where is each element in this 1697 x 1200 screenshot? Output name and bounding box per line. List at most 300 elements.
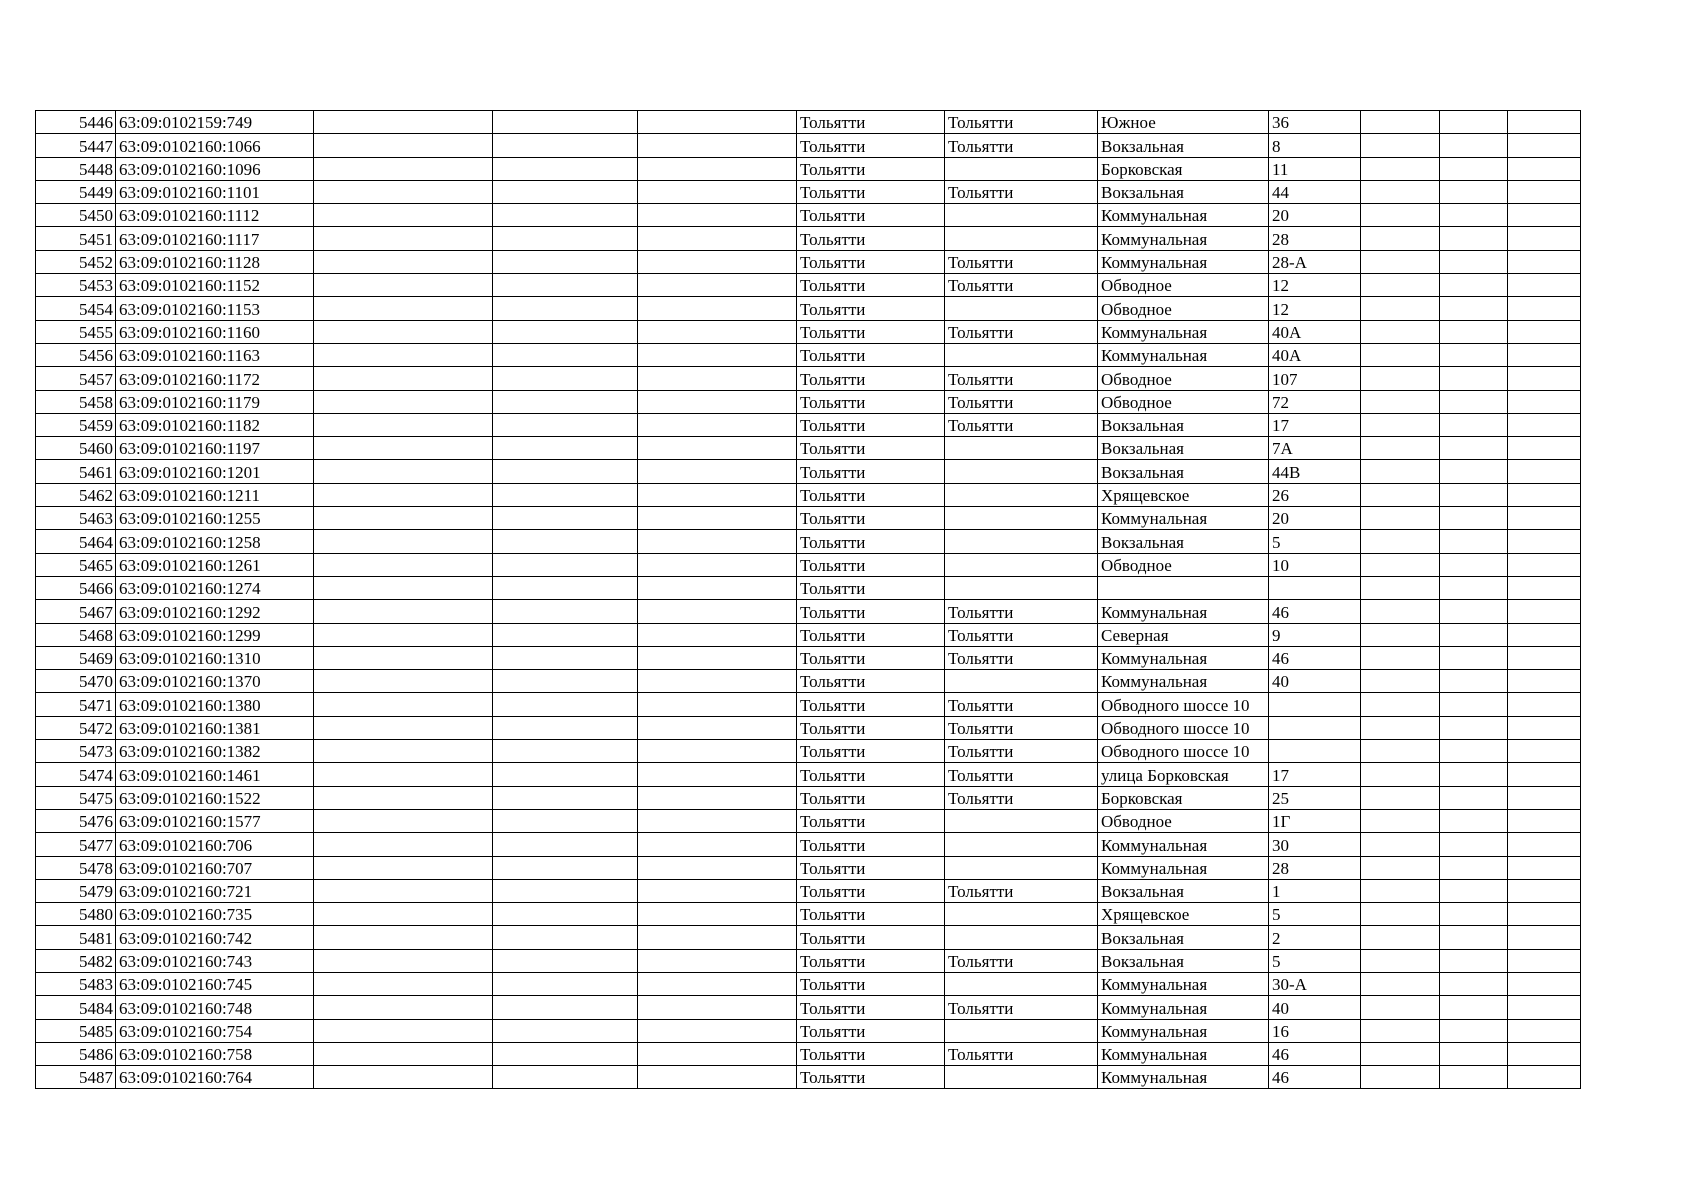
table-cell [1440, 553, 1508, 576]
table-cell [314, 763, 493, 786]
table-cell [314, 204, 493, 227]
table-cell [1098, 576, 1269, 599]
table-cell [638, 1066, 797, 1089]
table-cell: Коммунальная [1098, 1019, 1269, 1042]
table-row [36, 180, 1581, 203]
table-cell: Обводное [1098, 367, 1269, 390]
table-cell: Тольятти [797, 343, 945, 366]
table-cell: 5454 [36, 297, 116, 320]
table-cell [314, 437, 493, 460]
table-cell [1440, 670, 1508, 693]
table-cell [314, 646, 493, 669]
table-cell [314, 553, 493, 576]
table-cell [493, 483, 638, 506]
table-row [36, 670, 1581, 693]
table-cell: Тольятти [797, 600, 945, 623]
table-cell [638, 903, 797, 926]
table-row [36, 204, 1581, 227]
table-cell [314, 716, 493, 739]
table-cell: Южное [1098, 111, 1269, 134]
table-cell [945, 670, 1098, 693]
table-cell: 5470 [36, 670, 116, 693]
table-cell [1440, 879, 1508, 902]
table-cell [314, 460, 493, 483]
table-cell: 25 [1269, 786, 1361, 809]
table-cell [1508, 600, 1581, 623]
table-cell: 63:09:0102160:1201 [116, 460, 314, 483]
table-cell [1361, 297, 1440, 320]
table-cell [638, 786, 797, 809]
table-cell: 5479 [36, 879, 116, 902]
table-cell [945, 157, 1098, 180]
table-cell [1440, 157, 1508, 180]
table-cell [1440, 949, 1508, 972]
table-cell [1361, 693, 1440, 716]
table-cell [1361, 343, 1440, 366]
table-cell: Коммунальная [1098, 1066, 1269, 1089]
table-cell: Обводное [1098, 297, 1269, 320]
table-cell [638, 600, 797, 623]
data-table [35, 110, 1581, 1089]
table-cell [1361, 180, 1440, 203]
table-cell: Обводного шоссе 10 [1098, 716, 1269, 739]
table-cell: Обводного шоссе 10 [1098, 740, 1269, 763]
table-cell: 10 [1269, 553, 1361, 576]
table-cell [1269, 740, 1361, 763]
table-cell [1440, 740, 1508, 763]
table-row [36, 297, 1581, 320]
table-cell: 63:09:0102160:1182 [116, 413, 314, 436]
table-cell [1508, 670, 1581, 693]
table-cell: 5473 [36, 740, 116, 763]
table-cell: Тольятти [797, 204, 945, 227]
table-cell [638, 320, 797, 343]
table-cell: Коммунальная [1098, 670, 1269, 693]
table-cell [945, 437, 1098, 460]
table-cell [638, 390, 797, 413]
table-row [36, 786, 1581, 809]
table-cell [1508, 413, 1581, 436]
table-cell: 63:09:0102160:1096 [116, 157, 314, 180]
table-cell [1508, 530, 1581, 553]
table-row [36, 903, 1581, 926]
table-cell: Тольятти [945, 949, 1098, 972]
table-cell: Тольятти [797, 530, 945, 553]
table-cell [493, 1066, 638, 1089]
table-cell [1361, 1066, 1440, 1089]
table-cell: 5476 [36, 809, 116, 832]
table-cell [493, 786, 638, 809]
table-cell [638, 972, 797, 995]
table-cell [1508, 833, 1581, 856]
table-cell: 63:09:0102160:735 [116, 903, 314, 926]
table-cell: 63:09:0102160:1382 [116, 740, 314, 763]
table-cell [1508, 111, 1581, 134]
table-cell: 5478 [36, 856, 116, 879]
table-cell [1508, 250, 1581, 273]
table-cell: 63:09:0102160:1380 [116, 693, 314, 716]
table-row [36, 1066, 1581, 1089]
table-row [36, 250, 1581, 273]
table-row [36, 879, 1581, 902]
table-cell [1440, 809, 1508, 832]
table-cell [945, 343, 1098, 366]
table-cell [314, 949, 493, 972]
table-cell: Коммунальная [1098, 320, 1269, 343]
table-cell: 72 [1269, 390, 1361, 413]
table-cell [638, 483, 797, 506]
table-cell [493, 740, 638, 763]
table-cell [314, 367, 493, 390]
table-cell: 28-А [1269, 250, 1361, 273]
table-cell: 5447 [36, 134, 116, 157]
table-cell: Тольятти [797, 274, 945, 297]
table-cell: Тольятти [945, 274, 1098, 297]
table-cell [1361, 670, 1440, 693]
table-cell [314, 134, 493, 157]
table-cell [945, 833, 1098, 856]
table-cell [493, 646, 638, 669]
table-cell [314, 227, 493, 250]
table-cell [1361, 390, 1440, 413]
table-cell: Коммунальная [1098, 646, 1269, 669]
table-cell [314, 856, 493, 879]
table-cell: Коммунальная [1098, 1042, 1269, 1065]
table-cell: 63:09:0102160:1292 [116, 600, 314, 623]
table-cell: Тольятти [945, 693, 1098, 716]
table-cell: Тольятти [945, 180, 1098, 203]
table-cell [1440, 413, 1508, 436]
table-cell [493, 437, 638, 460]
table-cell [493, 507, 638, 530]
table-cell [1440, 693, 1508, 716]
table-cell [1440, 833, 1508, 856]
table-cell: 5451 [36, 227, 116, 250]
table-cell: 63:09:0102160:1255 [116, 507, 314, 530]
table-cell [1361, 809, 1440, 832]
table-cell: 5472 [36, 716, 116, 739]
table-cell [638, 460, 797, 483]
table-cell: Тольятти [797, 833, 945, 856]
table-cell: Коммунальная [1098, 996, 1269, 1019]
table-cell: 5450 [36, 204, 116, 227]
table-cell [638, 227, 797, 250]
table-cell: Тольятти [797, 227, 945, 250]
table-cell [1508, 972, 1581, 995]
table-cell: 63:09:0102160:743 [116, 949, 314, 972]
table-row [36, 856, 1581, 879]
table-cell [1361, 274, 1440, 297]
table-cell [314, 576, 493, 599]
table-cell [493, 367, 638, 390]
table-cell: 63:09:0102160:1163 [116, 343, 314, 366]
table-cell: 12 [1269, 274, 1361, 297]
table-cell [945, 856, 1098, 879]
table-cell [1440, 460, 1508, 483]
table-cell [1508, 134, 1581, 157]
table-cell: 5467 [36, 600, 116, 623]
table-cell [314, 740, 493, 763]
table-cell [493, 274, 638, 297]
table-cell: Тольятти [797, 996, 945, 1019]
table-cell: Тольятти [797, 157, 945, 180]
table-cell [1361, 646, 1440, 669]
table-cell [314, 786, 493, 809]
table-cell [1361, 134, 1440, 157]
table-cell: Борковская [1098, 786, 1269, 809]
table-row [36, 227, 1581, 250]
table-cell [1440, 646, 1508, 669]
table-cell: Тольятти [797, 507, 945, 530]
table-row [36, 507, 1581, 530]
table-cell [314, 693, 493, 716]
table-cell [1508, 693, 1581, 716]
table-cell: Тольятти [945, 390, 1098, 413]
table-cell: 63:09:0102160:1577 [116, 809, 314, 832]
table-cell: 44 [1269, 180, 1361, 203]
table-cell: Тольятти [797, 390, 945, 413]
table-row [36, 996, 1581, 1019]
table-cell: 5481 [36, 926, 116, 949]
table-cell: Тольятти [797, 460, 945, 483]
table-cell: Борковская [1098, 157, 1269, 180]
table-cell [1440, 530, 1508, 553]
table-row [36, 833, 1581, 856]
table-cell [493, 809, 638, 832]
table-cell: Тольятти [797, 926, 945, 949]
table-cell: 63:09:0102160:758 [116, 1042, 314, 1065]
table-cell [493, 926, 638, 949]
table-cell [1440, 134, 1508, 157]
table-cell: 63:09:0102159:749 [116, 111, 314, 134]
table-cell [945, 809, 1098, 832]
table-cell: Тольятти [797, 134, 945, 157]
table-cell [1361, 250, 1440, 273]
table-row [36, 483, 1581, 506]
table-cell [314, 180, 493, 203]
table-cell [638, 553, 797, 576]
table-cell [945, 204, 1098, 227]
table-cell [1508, 623, 1581, 646]
table-cell [1440, 507, 1508, 530]
table-cell [1508, 390, 1581, 413]
table-cell [1440, 1019, 1508, 1042]
table-cell [945, 460, 1098, 483]
table-cell: Тольятти [797, 879, 945, 902]
table-cell: 63:09:0102160:1112 [116, 204, 314, 227]
table-cell: Тольятти [945, 320, 1098, 343]
table-cell: 5461 [36, 460, 116, 483]
table-row [36, 530, 1581, 553]
table-cell [1269, 716, 1361, 739]
table-cell: Тольятти [797, 716, 945, 739]
table-cell [493, 600, 638, 623]
table-cell: 5 [1269, 903, 1361, 926]
table-cell: 40А [1269, 320, 1361, 343]
table-cell: Коммунальная [1098, 856, 1269, 879]
table-cell [314, 483, 493, 506]
table-row [36, 274, 1581, 297]
table-cell: 63:09:0102160:754 [116, 1019, 314, 1042]
table-cell [1508, 204, 1581, 227]
table-cell [1508, 763, 1581, 786]
table-cell [1440, 390, 1508, 413]
table-cell [1440, 600, 1508, 623]
table-cell: 16 [1269, 1019, 1361, 1042]
table-cell [493, 250, 638, 273]
table-cell: Тольятти [945, 134, 1098, 157]
table-cell: Тольятти [945, 996, 1098, 1019]
table-cell [314, 507, 493, 530]
table-cell: 20 [1269, 204, 1361, 227]
table-cell: 63:09:0102160:1153 [116, 297, 314, 320]
table-cell [314, 250, 493, 273]
table-cell [1361, 367, 1440, 390]
table-cell [1508, 996, 1581, 1019]
table-row [36, 716, 1581, 739]
table-cell: Тольятти [797, 740, 945, 763]
table-cell [1269, 576, 1361, 599]
table-cell [1361, 903, 1440, 926]
table-cell [314, 600, 493, 623]
table-cell [314, 274, 493, 297]
table-cell: 63:09:0102160:1381 [116, 716, 314, 739]
table-cell: 5466 [36, 576, 116, 599]
table-cell: Тольятти [797, 413, 945, 436]
table-cell [1440, 763, 1508, 786]
table-cell [1361, 576, 1440, 599]
table-cell [945, 483, 1098, 506]
table-cell: 5 [1269, 530, 1361, 553]
table-cell: 40А [1269, 343, 1361, 366]
table-cell: 63:09:0102160:1101 [116, 180, 314, 203]
table-cell: 5449 [36, 180, 116, 203]
table-cell [1440, 996, 1508, 1019]
table-cell [1361, 856, 1440, 879]
table-cell [1361, 786, 1440, 809]
table-cell: 12 [1269, 297, 1361, 320]
table-cell: Тольятти [797, 949, 945, 972]
table-cell: 30 [1269, 833, 1361, 856]
table-cell [1508, 180, 1581, 203]
table-cell [945, 576, 1098, 599]
table-cell: Вокзальная [1098, 879, 1269, 902]
table-cell [1440, 204, 1508, 227]
table-cell: 107 [1269, 367, 1361, 390]
table-cell: 63:09:0102160:742 [116, 926, 314, 949]
table-row [36, 809, 1581, 832]
table-cell: 63:09:0102160:1066 [116, 134, 314, 157]
table-cell: 7А [1269, 437, 1361, 460]
table-cell [314, 926, 493, 949]
table-cell [314, 833, 493, 856]
table-cell: 2 [1269, 926, 1361, 949]
table-cell: Вокзальная [1098, 180, 1269, 203]
table-cell: Тольятти [945, 413, 1098, 436]
table-cell [314, 111, 493, 134]
table-cell [1361, 996, 1440, 1019]
table-cell [638, 646, 797, 669]
table-cell [493, 204, 638, 227]
table-cell [638, 1042, 797, 1065]
table-cell: 5458 [36, 390, 116, 413]
table-cell: 17 [1269, 763, 1361, 786]
table-cell: 63:09:0102160:1310 [116, 646, 314, 669]
table-row [36, 600, 1581, 623]
table-cell: 40 [1269, 670, 1361, 693]
table-cell: Коммунальная [1098, 343, 1269, 366]
table-cell: Тольятти [797, 903, 945, 926]
table-cell [1508, 903, 1581, 926]
table-cell [1508, 740, 1581, 763]
table-cell [638, 879, 797, 902]
table-cell: Хрящевское [1098, 903, 1269, 926]
table-cell [493, 903, 638, 926]
table-cell [1508, 320, 1581, 343]
table-row [36, 1019, 1581, 1042]
table-cell: Тольятти [797, 1042, 945, 1065]
table-cell [945, 530, 1098, 553]
table-cell: Обводное [1098, 390, 1269, 413]
table-cell: 5464 [36, 530, 116, 553]
table-cell [493, 833, 638, 856]
table-cell: Коммунальная [1098, 250, 1269, 273]
table-cell [1361, 483, 1440, 506]
table-cell: 5474 [36, 763, 116, 786]
table-cell: Тольятти [797, 297, 945, 320]
table-cell: Тольятти [797, 437, 945, 460]
table-cell: 46 [1269, 600, 1361, 623]
table-cell: 5480 [36, 903, 116, 926]
table-cell: 5455 [36, 320, 116, 343]
table-cell: 63:09:0102160:1370 [116, 670, 314, 693]
table-row [36, 111, 1581, 134]
table-cell [638, 716, 797, 739]
table-cell [945, 1019, 1098, 1042]
table-cell [1361, 111, 1440, 134]
table-cell: Северная [1098, 623, 1269, 646]
table-cell [493, 972, 638, 995]
table-cell: 46 [1269, 1042, 1361, 1065]
table-cell [945, 507, 1098, 530]
table-cell: Обводное [1098, 274, 1269, 297]
table-cell: 5484 [36, 996, 116, 1019]
table-cell [493, 111, 638, 134]
table-cell [314, 809, 493, 832]
table-cell [638, 367, 797, 390]
table-cell [638, 740, 797, 763]
table-cell: 63:09:0102160:1160 [116, 320, 314, 343]
table-cell [314, 1019, 493, 1042]
table-cell: 63:09:0102160:706 [116, 833, 314, 856]
table-cell: Тольятти [797, 972, 945, 995]
table-cell [1440, 786, 1508, 809]
table-cell [1508, 157, 1581, 180]
table-cell [314, 903, 493, 926]
table-cell [638, 157, 797, 180]
table-cell: улица Борковская [1098, 763, 1269, 786]
table-cell: Тольятти [945, 646, 1098, 669]
table-cell [493, 320, 638, 343]
table-cell [638, 833, 797, 856]
table-cell [638, 809, 797, 832]
table-body [36, 111, 1581, 1089]
table-cell: Тольятти [797, 576, 945, 599]
table-row [36, 740, 1581, 763]
table-cell: 63:09:0102160:748 [116, 996, 314, 1019]
table-cell [1440, 716, 1508, 739]
table-cell: 63:09:0102160:1179 [116, 390, 314, 413]
